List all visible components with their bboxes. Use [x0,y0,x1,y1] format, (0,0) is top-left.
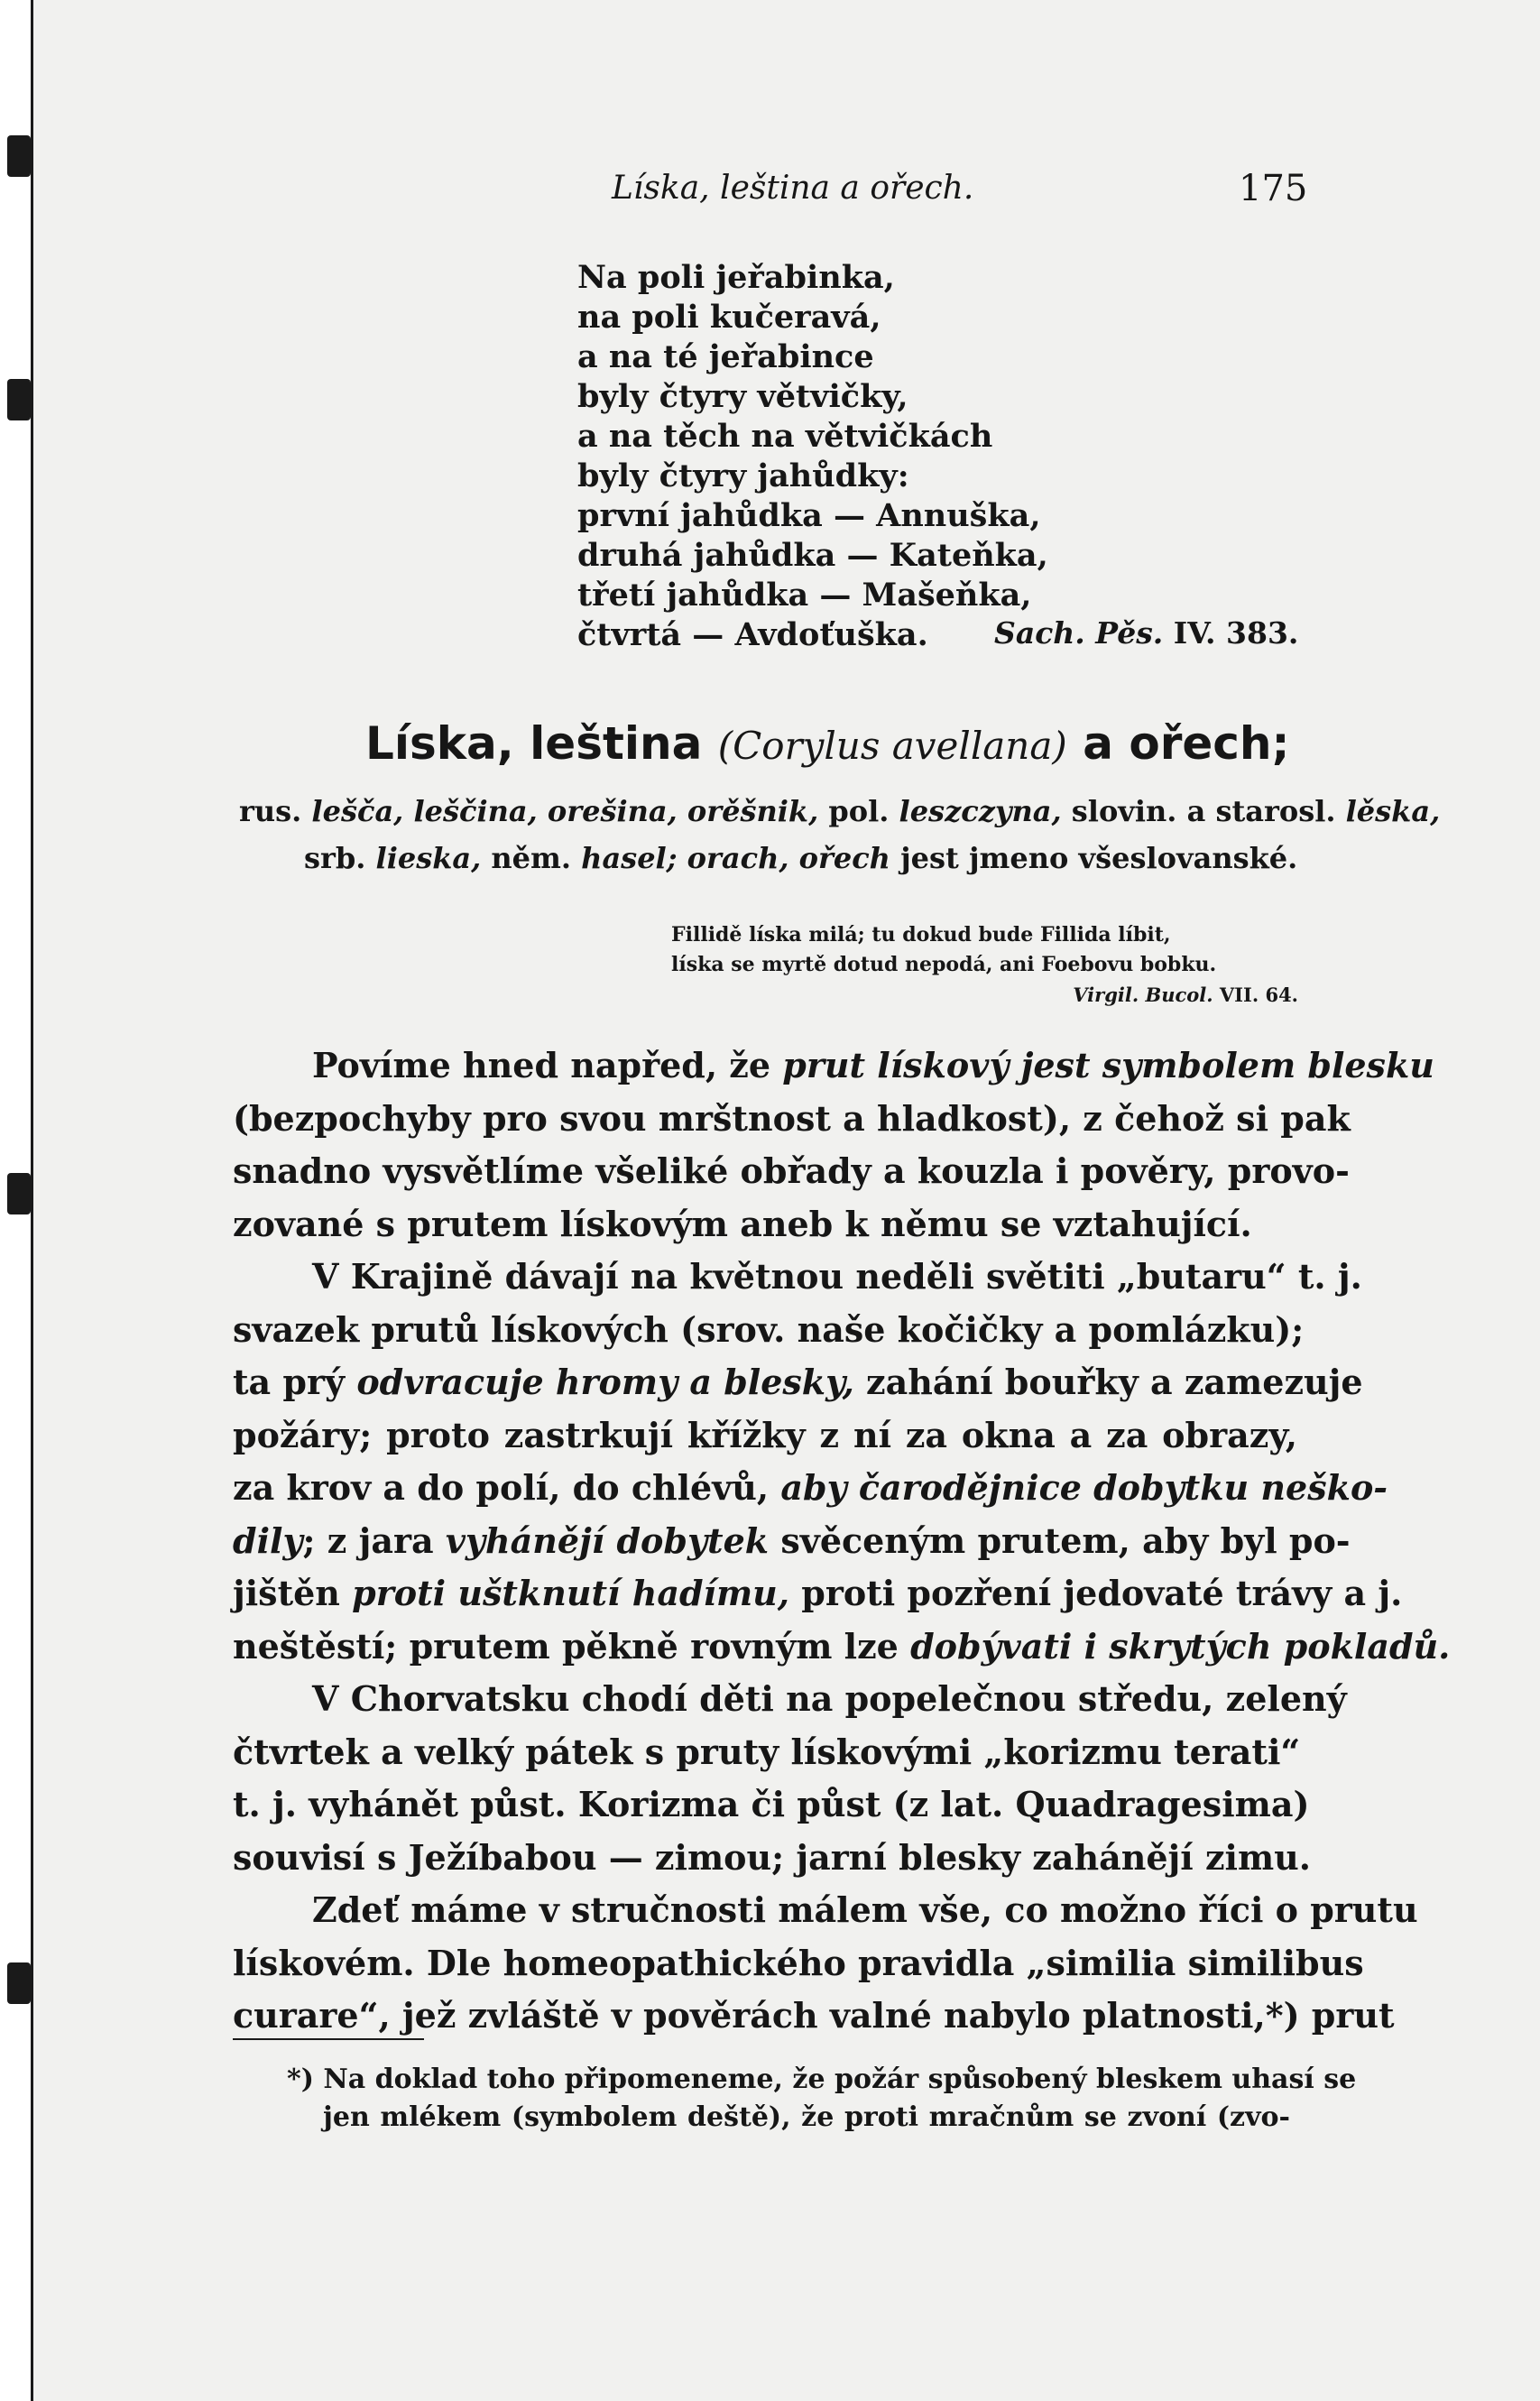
text-run: jest jmeno všeslovanské. [900,841,1298,875]
synonyms-block [239,788,1441,882]
italic-text: prut lískový jest symbolem blesku [782,1045,1434,1085]
paragraph [233,1039,1434,1251]
text-run: za krov a do polí, do chlévů, [233,1467,781,1508]
poem-line: byly čtyry větvičky, [577,378,908,415]
epigraph-line: líska se myrtě dotud nepodá, ani Foebovu bobku. [671,953,1217,976]
poem-line: na poli kučeravá, [577,299,881,336]
italic-text: lěska, [1345,794,1441,828]
epigraph-line: Fillidě líska milá; tu dokud bude Fillida líbit, [671,923,1171,947]
text-run: jištěn [233,1573,353,1613]
text-run: Povíme hned napřed, že [312,1045,783,1085]
text-line [233,1832,1312,1885]
text-run: souvisí s Ježíbabou — zimou; jarní blesky zahánějí zimu. [233,1836,1312,1878]
poem [577,258,1048,655]
text-run: ta prý [233,1362,357,1402]
section-latin-name: (Corylus avellana) [717,724,1067,768]
text-line [233,1621,1451,1674]
text-run: ; z jara [302,1519,446,1561]
text-run: požáry; proto zastrkují křížky z ní za okna a za obrazy, [233,1414,1297,1455]
text-line [233,1515,1351,1568]
italic-text: hasel; orach, ořech [581,841,890,875]
text-run: t. j. vyhánět půst. Korizma či půst (z lat. Quadragesima) [233,1784,1310,1824]
section-title: Líska, leština [365,717,703,770]
poem-source [994,615,1298,651]
text-line [233,1198,1297,1251]
page-number: 175 [1239,168,1308,209]
section-title-end: a ořech; [1083,717,1290,770]
poem-line: a na té jeřabince [577,338,874,375]
italic-text: dily [233,1519,303,1561]
binding-stitch [7,379,31,420]
epigraph-ref: VII. 64. [1219,983,1298,1006]
text-run: proti pozření jedovaté trávy a j. [789,1573,1403,1613]
footnote-line: jen mlékem (symbolem deště), že proti mračnům se zvoní (zvo- [323,2101,1290,2133]
book-binding-edge [0,0,33,2401]
text-run: pol. [828,794,890,828]
text-line [233,1093,1351,1146]
epigraph [671,920,1298,1010]
poem-line: byly čtyry jahůdky: [577,457,909,494]
poem-source-ref: IV. 383. [1173,615,1299,651]
text-run: svazek prutů lískových (srov. naše kočičky a pomlázku); [233,1308,1305,1350]
footnote-divider [233,2038,424,2040]
italic-text: lešča, leščina, orešina, orěšnik, [311,794,819,828]
binding-stitch [7,1962,31,2004]
italic-text: vyhánějí dobytek [445,1519,770,1561]
italic-text: leszczyna, [899,794,1062,828]
text-run: lískovém. Dle homeopathického pravidla „similia similibus [233,1942,1364,1983]
poem-line: čtvrtá — Avdoťuška. [577,616,928,653]
text-run: něm. [491,841,572,875]
poem-line: druhá jahůdka — Kateňka, [577,537,1048,574]
footnote-line: *) Na doklad toho připomeneme, že požár spůsobený bleskem uhasí se [287,2064,1357,2095]
text-run: Zdeť máme v stručnosti málem vše, co možno říci o prutu [312,1889,1418,1930]
body-text [233,1039,1451,2043]
text-line [233,1145,1350,1198]
text-line [233,1937,1364,1990]
italic-text: lieska, [375,841,482,875]
text-line [233,1884,1418,1937]
text-line [233,1778,1310,1832]
text-run: (bezpochyby pro svou mrštnost a hladkost), z čehož si pak [233,1097,1351,1139]
text-line [233,1462,1388,1515]
text-line [233,1567,1403,1621]
text-run: V Chorvatsku chodí děti na popelečnou středu, zelený [312,1678,1347,1719]
text-run: svěceným prutem, aby byl po- [769,1519,1351,1561]
italic-text: proti uštknutí hadímu, [352,1573,790,1613]
text-line [233,1356,1363,1409]
text-run: zované s prutem lískovým aneb k němu se vztahující. [233,1203,1252,1244]
text-line [233,1251,1362,1304]
italic-text: dobývati i skrytých pokladů. [910,1625,1451,1667]
poem-line: Na poli jeřabinka, [577,259,895,296]
paragraph [233,1251,1451,1673]
italic-text: aby čarodějnice dobytku neško- [780,1467,1388,1508]
text-line [233,1990,1395,2043]
binding-stitch [7,135,31,177]
poem-line: první jahůdka — Annuška, [577,497,1041,534]
text-run: snadno vysvětlíme všeliké obřady a kouzla i pověry, provo- [233,1150,1350,1191]
epigraph-author: Virgil. Bucol. [1073,983,1213,1006]
paragraph [233,1884,1418,2043]
italic-text: odvracuje hromy a blesky, [356,1362,854,1402]
text-run: čtvrtek a velký pátek s pruty lískovými „korizmu terati“ [233,1731,1301,1772]
text-run: V Krajině dávají na květnou neděli světiti „butaru“ t. j. [312,1256,1362,1297]
poem-line: třetí jahůdka — Mašeňka, [577,577,1032,614]
text-line [233,1304,1305,1357]
synonyms-line [239,835,1323,882]
text-line [233,1409,1297,1463]
poem-source-work: Sach. Pěs. [994,615,1164,651]
text-line [233,1726,1301,1779]
epigraph-source [671,980,1298,1010]
footnote [287,2061,1357,2137]
text-run: rus. [239,794,302,828]
synonyms-line [239,788,1441,835]
text-line [233,1039,1434,1093]
text-line [233,1673,1347,1726]
poem-line: a na těch na větvičkách [577,418,993,455]
running-title: Líska, leština a ořech. [612,170,974,207]
text-run: curare“, jež zvláště v pověrách valné nabylo platnosti,*) prut [233,1995,1395,2036]
binding-stitch [7,1173,31,1214]
section-heading [365,717,1290,770]
text-run: srb. [304,841,366,875]
text-run: neštěstí; prutem pěkně rovným lze [233,1625,911,1667]
text-run: slovin. a starosl. [1071,794,1336,828]
text-run: zahání bouřky a zamezuje [853,1362,1363,1402]
paragraph [233,1673,1347,1884]
